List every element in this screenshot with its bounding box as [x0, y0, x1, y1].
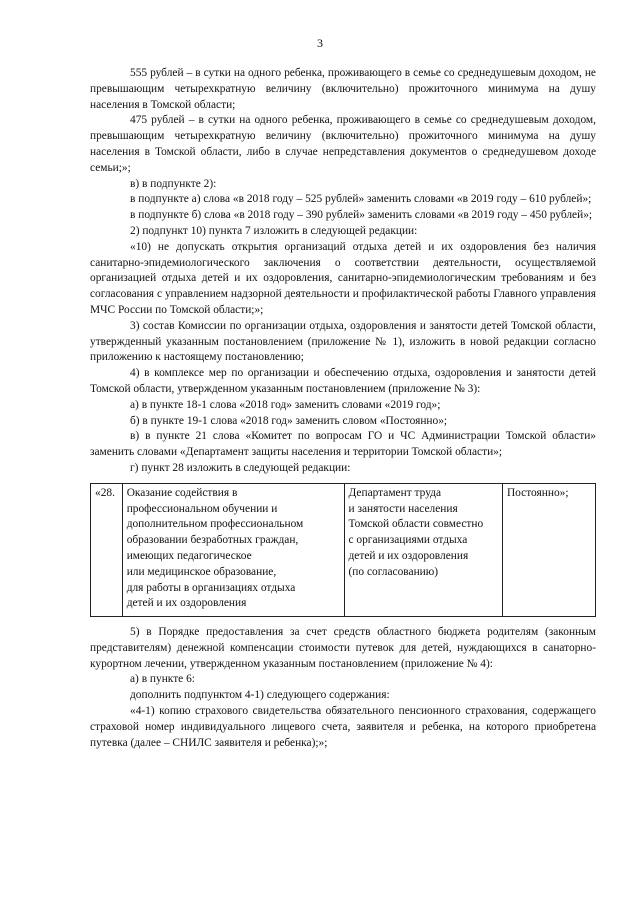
paragraph: б) в пункте 19-1 слова «2018 год» заменить словом «Постоянно»;	[130, 414, 448, 427]
paragraph: в) в пункте 21 слова «Комитет по вопросам ГО и ЧС Администрации Томской области» заменить словами «Департамент защиты населения и территории Томской области»;	[90, 430, 596, 459]
paragraph: в подпункте б) слова «в 2018 году – 390 рублей» заменить словами «в 2019 году – 450 рублей»;	[130, 209, 593, 222]
paragraph: 5) в Порядке предоставления за счет средств областного бюджета родителям (законным представителям) денежной компенсации стоимости путевок для детей, нуждающихся в санаторно-курортном лечении, утвержденном указанным постановлением (приложение № 4):	[90, 626, 596, 670]
paragraphs-before-table	[90, 66, 596, 477]
page-number: 3	[317, 36, 323, 50]
executor-line: Томской области совместно	[348, 518, 484, 531]
paragraph: 555 рублей – в сутки на одного ребенка, проживающего в семье со среднедушевым доходом, не превышающим четырехкратную величину (включительно) прожиточного минимума на душу населения в Томской области;	[90, 67, 596, 111]
paragraph: а) в пункте 18-1 слова «2018 год» заменить словами «2019 год»;	[130, 398, 441, 411]
executor-cell	[344, 483, 502, 616]
paragraph: 3) состав Комиссии по организации отдыха, оздоровления и занятости детей Томской области, утвержденный указанным постановлением (приложение № 1), изложить в новой редакции согласно приложению к настоящему постановлению;	[90, 319, 596, 364]
measure-line: для работы в организациях отдыха	[126, 581, 296, 594]
executor-line: детей и их оздоровления	[348, 549, 469, 562]
paragraph: г) пункт 28 изложить в следующей редакции:	[130, 461, 351, 474]
paragraph: «10) не допускать открытия организаций отдыха детей и их оздоровления без наличия санитарно-эпидемиологического заключения о соответствии деятельности, осуществляемой организацией отдыха детей и их оздоровления, санитарно-эпидемиологическим требованиям и без согласования с управлением надзорной деятельности и профилактической работы Главного управления МЧС России по Томской области;»;	[90, 240, 596, 316]
executor-line: (по согласованию)	[348, 565, 439, 578]
paragraph: 2) подпункт 10) пункта 7 изложить в следующей редакции:	[130, 224, 418, 237]
measure-line: детей и их оздоровления	[126, 597, 247, 610]
paragraph: 475 рублей – в сутки на одного ребенка, проживающего в семье со среднедушевым доходом, превышающим четырехкратную величину (включительно) прожиточного минимума на душу населения в Томской области, либо в случае непредставления документов о среднедушевом доходе семьи;»;	[90, 114, 596, 174]
paragraph: дополнить подпунктом 4-1) следующего содержания:	[130, 689, 390, 702]
paragraph: в подпункте а) слова «в 2018 году – 525 рублей» заменить словами «в 2019 году – 610 рублей»;	[130, 193, 592, 206]
executor-line: и занятости населения	[348, 502, 458, 515]
measures-table	[90, 483, 596, 617]
measure-line: имеющих педагогическое	[126, 549, 252, 562]
paragraph: в) в подпункте 2):	[130, 177, 217, 190]
paragraph: а) в пункте 6:	[130, 673, 195, 686]
measure-cell	[122, 483, 344, 616]
term-cell: Постоянно»;	[502, 483, 595, 616]
item-number-cell: «28.	[91, 483, 123, 616]
table-row	[91, 483, 596, 616]
measure-line: образовании безработных граждан,	[126, 534, 299, 547]
measure-line: Оказание содействия в	[126, 486, 238, 499]
paragraphs-after-table	[90, 625, 596, 751]
paragraph: 4) в комплексе мер по организации и обеспечению отдыха, оздоровления и занятости детей Томской области, утвержденном указанным постановлением (приложение № 3):	[90, 367, 596, 395]
executor-line: с организациями отдыха	[348, 534, 468, 547]
document-body	[90, 66, 596, 751]
measure-line: дополнительном профессиональном	[126, 518, 304, 531]
measure-line: профессиональном обучении и	[126, 502, 278, 515]
executor-line: Департамент труда	[348, 486, 442, 499]
measure-line: или медицинское образование,	[126, 565, 277, 578]
paragraph: «4-1) копию страхового свидетельства обязательного пенсионного страхования, содержащего страховой номер индивидуального лицевого счета, заявителя и ребенка, на которого приобретена путевка (далее – СНИЛС заявителя и ребенка);»;	[90, 705, 596, 749]
